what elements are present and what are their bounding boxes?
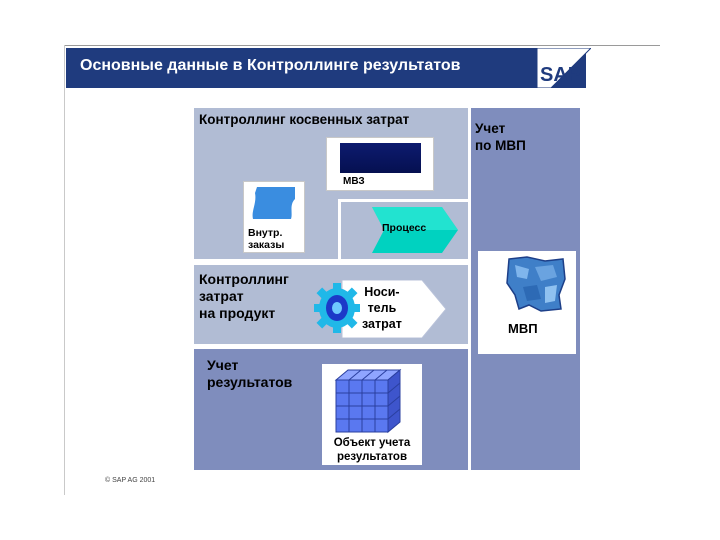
page-title: Основные данные в Контроллинге результатов	[80, 57, 461, 74]
profitability-title: Учет результатов	[207, 357, 293, 390]
left-divider	[64, 45, 65, 495]
gear-icon	[314, 283, 360, 338]
cost-object-label: Носи- тель затрат	[362, 285, 402, 331]
copyright: © SAP AG 2001	[105, 477, 156, 484]
profitability-segment-label: Объект учета результатов	[333, 437, 411, 463]
profit-center-label: МВП	[508, 321, 538, 336]
svg-text:SAP: SAP	[540, 64, 582, 86]
product-costing-title: Контроллинг затрат на продукт	[199, 271, 289, 321]
profit-center-title: Учет по МВП	[475, 121, 526, 153]
top-divider	[64, 45, 660, 46]
sap-logo-icon	[537, 48, 591, 88]
profit-center-map-icon	[505, 255, 567, 318]
cube-icon	[334, 368, 402, 439]
internal-orders-label: Внутр. заказы	[248, 227, 285, 251]
process-label: Процесс	[382, 222, 427, 234]
cost-center-block	[340, 143, 421, 173]
cost-center-label: МВЗ	[343, 176, 365, 187]
internal-orders-icon	[251, 185, 297, 226]
overhead-title: Контроллинг косвенных затрат	[199, 112, 410, 127]
